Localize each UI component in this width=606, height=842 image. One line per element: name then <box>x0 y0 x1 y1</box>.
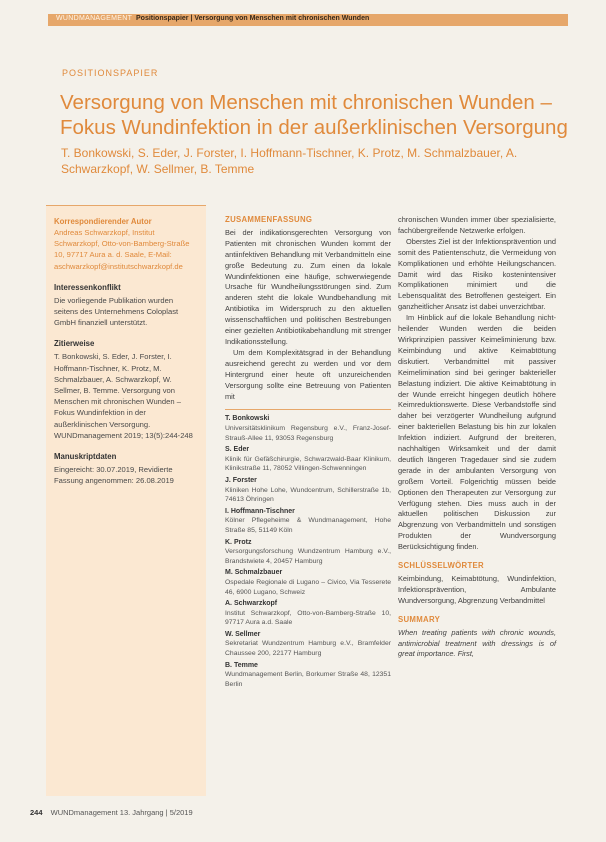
body-paragraph: chronischen Wunden immer über spezialisierte, fachübergreifende Netzwerke erfolgen. <box>398 215 556 235</box>
affiliation <box>225 538 391 567</box>
header-section: WUNDMANAGEMENT <box>56 15 133 22</box>
journal-info: WUNDmanagement 13. Jahrgang | 5/2019 <box>50 808 193 817</box>
affiliation-address: Universitätsklinikum Regensburg e.V., Franz-Josef-Strauß-Allee 11, 93053 Regensburg <box>225 425 391 442</box>
affiliation <box>225 599 391 628</box>
header-breadcrumb: Positionspapier | Versorgung von Menschen mit chronischen Wunden <box>136 15 370 22</box>
citation-heading: Zitierweise <box>54 339 95 349</box>
affiliation-name: S. Eder <box>225 446 250 454</box>
summary-text: When treating patients with chronic wounds, antimicrobial treatment with dressings is of great importance. First, <box>398 627 556 659</box>
manuscript-heading: Manuskriptdaten <box>54 452 117 462</box>
affiliation-address: Kliniken Hohe Lohe, Wundcentrum, Schillerstraße 1b, 74613 Öhringen <box>225 486 391 504</box>
affiliation-name: A. Schwarzkopf <box>225 600 278 608</box>
info-sidebar <box>46 205 206 796</box>
divider <box>225 409 391 410</box>
affiliation-address: Wundmanagement Berlin, Borkumer Straße 48, 12351 Berlin <box>225 671 391 688</box>
affiliation <box>225 476 391 505</box>
affiliation-address: Klinik für Gefäßchirurgie, Schwarzwald-Baar Klinikum, Klinikstraße 11, 78052 Villingen-Schwenningen <box>225 455 391 473</box>
affiliation <box>225 507 391 536</box>
manuscript-text: Eingereicht: 30.07.2019, Revidierte Fassung angenommen: 26.08.2019 <box>54 465 174 486</box>
affiliation-address: Versorgungsforschung Wundzentrum Hamburg e.V., Brandstwiete 4, 20457 Hamburg <box>225 548 391 565</box>
page-footer <box>30 808 193 817</box>
summary-heading: SUMMARY <box>398 614 441 624</box>
article-title: Versorgung von Menschen mit chronischen Wunden – Fokus Wundinfektion in der außerklinischen Versorgung <box>60 91 568 139</box>
affiliation-name: M. Schmalzbauer <box>225 569 283 577</box>
body-paragraph: Im Hinblick auf die lokale Behandlung nicht-heilender Wunden werden die beiden Wirkprinzipien passiver Keimeliminierung bzw. Keimbindung und aktive Keimabtötung diskutiert. Verbandmittel mit passiver Keimelimination sind bei geringer bakterieller Belastung indiziert. Die aktive Keimabtötung in der Wunde erreicht hingegen deutlich höhere Keimreduktionswerte. Diese Verbandstoffe sind daher bei verzögerter Wundheilung aufgrund einer bakteriellen Belastung bis hin zur lokalen Infektion indiziert. Aufgrund der breiteren, nachhaltigen Wirksamkeit und der damit deutlich längeren Tragedauer sind sie zudem gerade in der ambulanten Versorgung von großem Vorteil. Folgerichtig müssen beide Optionen den Therapeuten zur Versorgung zur Verfügung stehen. Dies muss auch in der aktuellen politischen Diskussion zur Abgrenzung von Verbandmitteln und sonstigen Produkten der Wundversorgung Berücksichtigung finden. <box>398 313 556 552</box>
abstract-paragraph: Bei der indikationsgerechten Versorgung von Patienten mit chronischen Wunden kommt der antiinfektiven Behandlung mit Verbandmitteln eine große Bedeutung zu. Zum einen da lokale Wundinfektionen eine häufige, schwerwiegende Ursache für Wundheilungsstörungen sind. Zum anderen steht die lokale Wundbehandlung mit Antibiotika im Widerspruch zu den aktuellen wissenschaftlichen und politischen Bestrebungen einer gezielten Antibiotikabehandlung mit strenger Indikationsstellung. <box>225 227 391 346</box>
affiliation-name: T. Bonkowski <box>225 415 270 423</box>
conflict-text: Die vorliegende Publikation wurden seitens des Unternehmens Coloplast GmbH finanziell unterstützt. <box>54 295 179 328</box>
citation-text: T. Bonkowski, S. Eder, J. Forster, I. Hoffmann-Tischner, K. Protz, M. Schmalzbauer, A. Schwarzkopf, W. Sellmer, B. Temme. Versorgung von Menschen mit chronischen Wunden – Fokus Wundinfektion in der außerklinischen Versorgung. WUNDmanagement 2019; 13(5):244-248 <box>54 352 193 440</box>
abstract-paragraph: Um dem Komplexitätsgrad in der Behandlung ausreichend gerecht zu werden und vor dem Hintergrund einer heute oft unzureichenden Versorgung sollte eine Betreuung von Patienten mit <box>225 347 391 401</box>
affiliation <box>225 630 391 659</box>
column-abstract <box>225 215 391 691</box>
affiliation-address: Institut Schwarzkopf, Otto-von-Bamberg-Straße 10, 97717 Aura a.d. Saale <box>225 609 391 627</box>
page-number: 244 <box>30 808 43 817</box>
affiliation-name: B. Temme <box>225 661 258 669</box>
conflict-heading: Interessenkonflikt <box>54 282 121 292</box>
affiliation-address: Kölner Pflegeheime & Wundmanagement, Hohe Straße 85, 51149 Köln <box>225 517 391 534</box>
affiliation-address: Sekretariat Wundzentrum Hamburg e.V., Bramfelder Chaussee 200, 22177 Hamburg <box>225 640 391 658</box>
affiliation-name: I. Hoffmann-Tischner <box>225 507 295 515</box>
affiliation-name: J. Forster <box>225 476 257 484</box>
body-paragraph: Oberstes Ziel ist der Infektionsprävention und somit des Patientenschutz, die Vermeidung von Komplikationen und erhöhte Heilungschancen. Damit wird das Risiko kostenintensiver Komplikationen minimiert und die Lebensqualität des Betroffenen gesteigert. Ein ganzheitlicher Ansatz ist dabei unverzichtbar. <box>398 236 556 312</box>
corr-author-heading: Korrespondierender Autor <box>54 217 152 226</box>
keywords-text: Keimbindung, Keimabtötung, Wundinfektion, Infektionsprävention, Ambulante Wundversorgung, Abgrenzung Verbandmittel <box>398 574 556 605</box>
keywords-heading: SCHLÜSSELWÖRTER <box>398 561 484 571</box>
affiliation <box>225 661 391 690</box>
author-list: T. Bonkowski, S. Eder, J. Forster, I. Hoffmann-Tischner, K. Protz, M. Schmalzbauer, A. Schwarzkopf, W. Sellmer, B. Temme <box>61 146 518 176</box>
affiliation <box>225 414 391 443</box>
affiliation <box>225 445 391 474</box>
affiliation-name: W. Sellmer <box>225 630 261 638</box>
affiliation-address: Ospedale Regionale di Lugano – Civico, Via Tesserete 46, 6900 Lugano, Schweiz <box>225 578 391 596</box>
article-kicker: POSITIONSPAPIER <box>62 68 159 78</box>
affiliation <box>225 568 391 597</box>
column-body <box>398 215 556 660</box>
abstract-heading: ZUSAMMENFASSUNG <box>225 215 313 224</box>
corr-author-address: Andreas Schwarzkopf, Institut Schwarzkopf, Otto-von-Bamberg-Straße 10, 97717 Aura a. d. Saale, E-Mail: aschwarzkopf@institutschwarzkopf.de <box>54 228 190 271</box>
affiliation-name: K. Protz <box>225 538 252 546</box>
header-bar <box>48 14 568 26</box>
